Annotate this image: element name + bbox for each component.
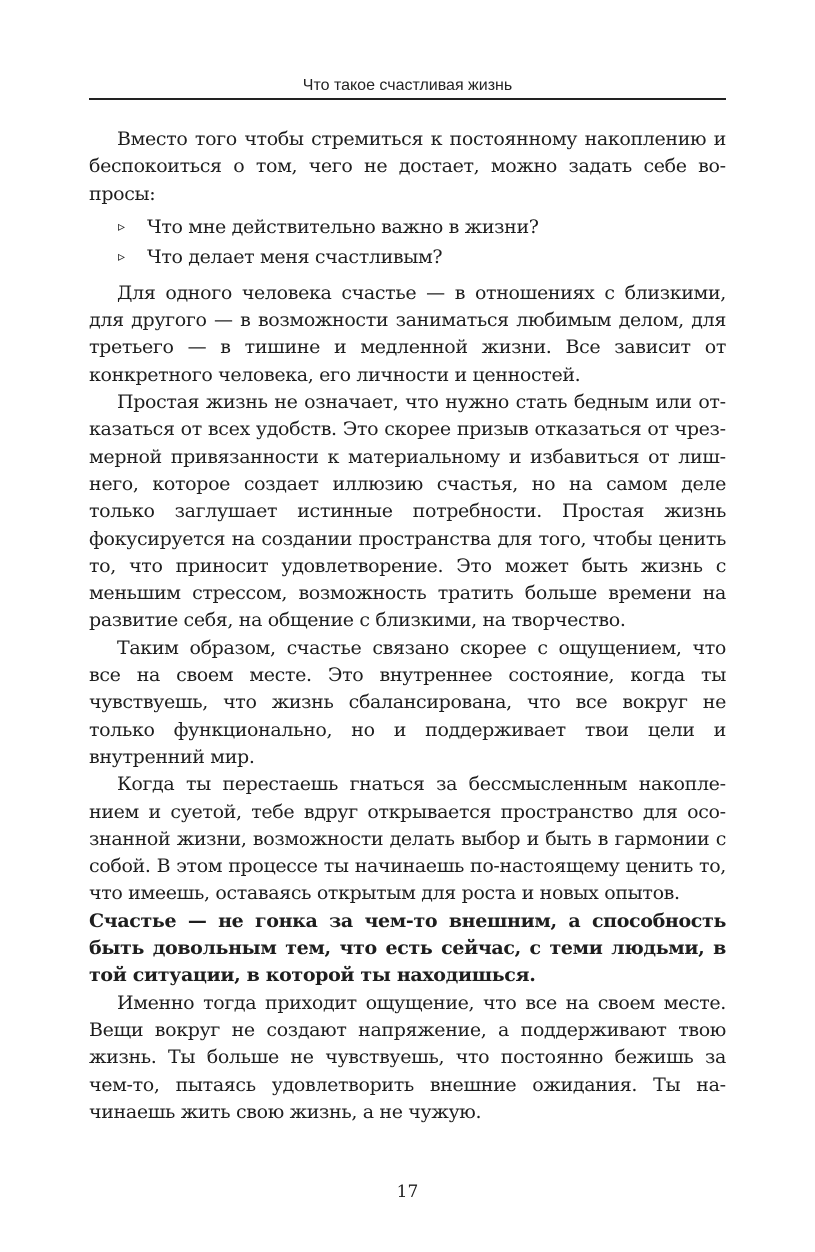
paragraph-3: Таким образом, счастье связано скорее с ощущением, что все на своем месте. Это внутреннее состояние, когда ты чувствуешь, что жизнь сбалансирована, что все вокруг не только функционально, но и поддерживает твои цели и внутренний мир.: [89, 636, 726, 768]
header-rule: [89, 98, 726, 100]
list-item: [89, 242, 726, 272]
question-list: [89, 212, 726, 272]
triangle-bullet-icon: ▹: [118, 248, 125, 265]
triangle-bullet-icon: ▹: [118, 218, 125, 235]
running-head-title: Что такое счастливая жизнь: [302, 77, 513, 94]
paragraph-4: Когда ты перестаешь гнаться за бессмысленным накоплением и суетой, тебе вдруг открывается пространство для осознанной жизни, возможности делать выбор и быть в гармонии с собой. В этом процессе ты начинаешь по-настоящему ценить то, что имеешь, оставаясь открытым для роста и новых опытов.: [89, 773, 726, 905]
paragraph-bold: Счастье — не гонка за чем-то внешним, а способность быть довольным тем, что есть сейчас, с теми людьми, в той ситуации, в которой ты находишься.: [89, 909, 726, 987]
list-item-text: Что мне действительно важно в жизни?: [147, 215, 539, 238]
list-item: [89, 212, 726, 242]
paragraph-1: Для одного человека счастье — в отношениях с близкими, для другого — в возможности заниматься любимым делом, для третьего — в тишине и медленной жизни. Все зависит от конкретного человека, его личности и ценностей.: [89, 281, 726, 386]
paragraph-2: Простая жизнь не означает, что нужно стать бедным или отказаться от всех удобств. Это скорее призыв отказаться от чрезмерной привязанности к материальному и избавиться от лишнего, которое создает иллюзию счастья, но на самом деле только заглушает истинные потребности. Простая жизнь фокусируется на создании пространства для того, чтобы ценить то, что приносит удовлетворение. Это может быть жизнь с меньшим стрессом, возможность тратить больше времени на развитие себя, на общение с близкими, на творчество.: [89, 391, 726, 632]
list-item-text: Что делает меня счастливым?: [147, 245, 443, 268]
page-number: 17: [396, 1182, 419, 1202]
paragraph-5: Именно тогда приходит ощущение, что все на своем месте. Вещи вокруг не создают напряжение, а поддерживают твою жизнь. Ты больше не чувствуешь, что постоянно бежишь за чем-то, пытаясь удовлетворить внешние ожидания. Ты начинаешь жить свою жизнь, а не чужую.: [89, 991, 726, 1123]
body-text: [89, 126, 726, 1126]
paragraph-intro: Вместо того чтобы стремиться к постоянному накоплению и беспокоиться о том, чего не достает, можно задать себе вопросы:: [89, 128, 726, 205]
